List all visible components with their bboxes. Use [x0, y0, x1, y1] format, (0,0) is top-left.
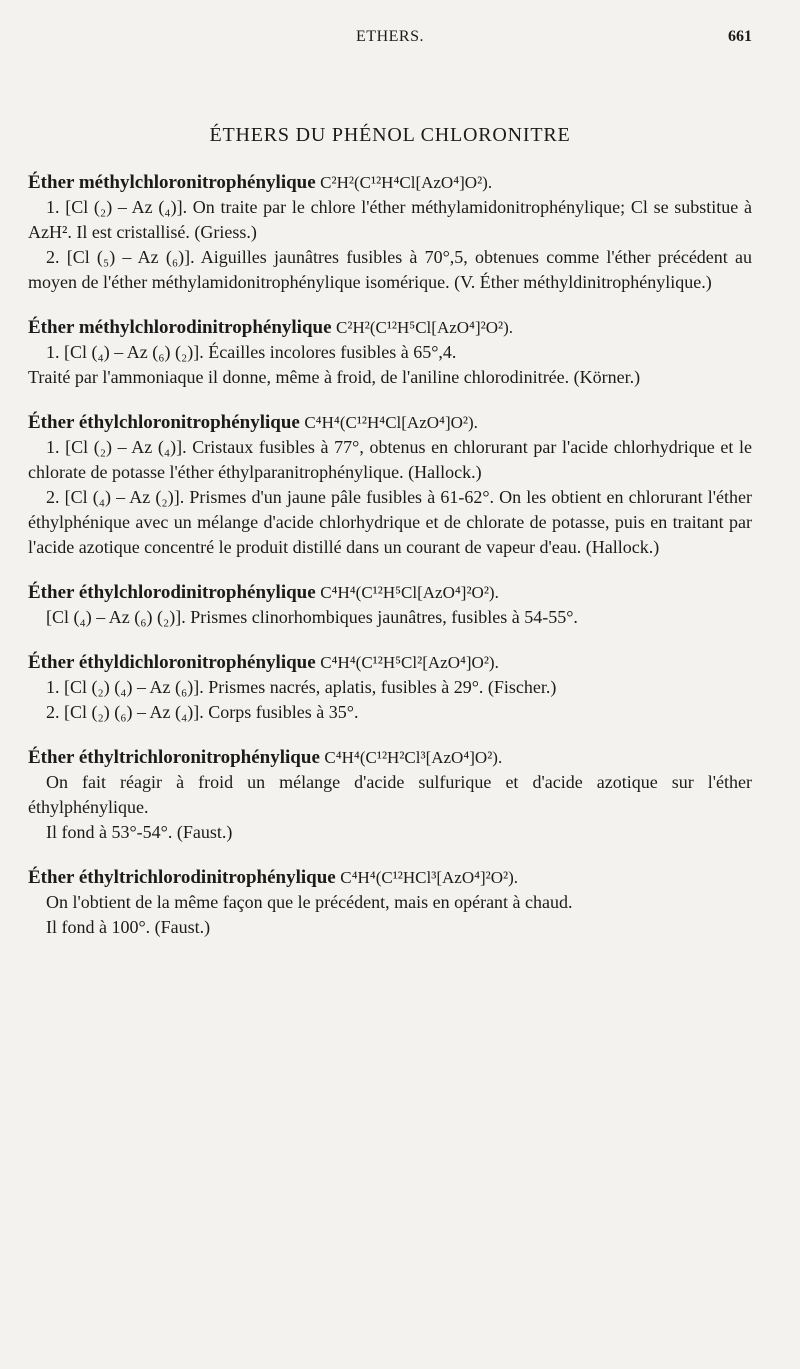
- compound-name: Éther éthyldichloronitrophénylique: [28, 652, 316, 673]
- entry-paragraph: 1. [Cl (₂) – Az (₄)]. Cristaux fusibles à 77°, obtenus en chlorurant par l'acide chlorhydrique et le chlorate de potasse l'éther éthylparanitrophénylique. (Hallock.): [28, 437, 752, 482]
- entry-paragraph: 2. [Cl (₄) – Az (₂)]. Prismes d'un jaune pâle fusibles à 61-62°. On les obtient en chlorurant l'éther éthylphénique avec un mélange d'acide chlorhydrique et de chlorate de potasse, puis en traitant par l'acide azotique concentré le produit distillé dans un courant de vapeur d'eau. (Hallock.): [28, 487, 752, 557]
- entry-ethylchlorodinitrophenylique: [28, 580, 752, 630]
- entry-paragraph: Il fond à 53°-54°. (Faust.): [46, 822, 233, 842]
- compound-name: Éther éthyltrichloronitrophénylique: [28, 747, 320, 768]
- compound-name: Éther éthylchlorodinitrophénylique: [28, 582, 316, 603]
- compound-formula: C²H²(C¹²H⁴Cl[AzO⁴]O²).: [320, 173, 493, 192]
- entry-heading: [28, 580, 752, 605]
- entry-ethyldichloronitrophenylique: [28, 650, 752, 725]
- entry-paragraph: 2. [Cl (₅) – Az (₆)]. Aiguilles jaunâtres fusibles à 70°,5, obtenues comme l'éther précédent au moyen de l'éther méthylamidonitrophénylique isomérique. (V. Éther méthyldinitrophénylique.): [28, 247, 752, 292]
- entry-heading: [28, 745, 752, 770]
- page-number: 661: [728, 28, 752, 45]
- entry-ethyltrichlorodinitrophenylique: [28, 865, 752, 940]
- compound-formula: C⁴H⁴(C¹²H⁴Cl[AzO⁴]O²).: [304, 413, 478, 432]
- entry-paragraph: 2. [Cl (₂) (₆) – Az (₄)]. Corps fusibles à 35°.: [46, 702, 359, 722]
- compound-name: Éther méthylchloronitrophénylique: [28, 172, 316, 193]
- compound-formula: C⁴H⁴(C¹²H⁵Cl²[AzO⁴]O²).: [320, 653, 499, 672]
- compound-name: Éther méthylchlorodinitrophénylique: [28, 317, 332, 338]
- compound-formula: C⁴H⁴(C¹²HCl³[AzO⁴]²O²).: [340, 868, 519, 887]
- compound-formula: C²H²(C¹²H⁵Cl[AzO⁴]²O²).: [336, 318, 514, 337]
- entry-heading: [28, 315, 752, 340]
- entry-heading: [28, 650, 752, 675]
- entry-paragraph: On l'obtient de la même façon que le précédent, mais en opérant à chaud.: [46, 892, 573, 912]
- section-title: ÉTHERS DU PHÉNOL CHLORONITRE: [209, 124, 571, 146]
- entry-ethylchloronitrophenylique: [28, 410, 752, 560]
- entry-methylchloronitrophenylique: [28, 170, 752, 295]
- entry-paragraph: Traité par l'ammoniaque il donne, même à froid, de l'aniline chlorodinitrée. (Körner.): [28, 367, 641, 387]
- compound-name: Éther éthylchloronitrophénylique: [28, 412, 300, 433]
- entry-paragraph: 1. [Cl (₂) (₄) – Az (₆)]. Prismes nacrés, aplatis, fusibles à 29°. (Fischer.): [46, 677, 557, 697]
- entries: [28, 170, 752, 940]
- entry-heading: [28, 170, 752, 195]
- entry-methylchlorodinitrophenylique: [28, 315, 752, 390]
- entry-paragraph: 1. [Cl (₂) – Az (₄)]. On traite par le chlore l'éther méthylamidonitrophénylique; Cl se substitue à AzH². Il est cristallisé. (Griess.): [28, 197, 752, 242]
- compound-name: Éther éthyltrichlorodinitrophénylique: [28, 867, 336, 888]
- entry-paragraph: Il fond à 100°. (Faust.): [46, 917, 211, 937]
- running-header: [28, 28, 752, 52]
- entry-heading: [28, 410, 752, 435]
- entry-paragraph: On fait réagir à froid un mélange d'acide sulfurique et d'acide azotique sur l'éther éthylphénylique.: [28, 772, 752, 817]
- running-title: ETHERS.: [356, 28, 424, 45]
- compound-formula: C⁴H⁴(C¹²H²Cl³[AzO⁴]O²).: [324, 748, 503, 767]
- entry-paragraph: 1. [Cl (₄) – Az (₆) (₂)]. Écailles incolores fusibles à 65°,4.: [46, 342, 457, 362]
- entry-ethyltrichloronitrophenylique: [28, 745, 752, 845]
- compound-formula: C⁴H⁴(C¹²H⁵Cl[AzO⁴]²O²).: [320, 583, 499, 602]
- entry-paragraph: [Cl (₄) – Az (₆) (₂)]. Prismes clinorhombiques jaunâtres, fusibles à 54-55°.: [46, 607, 578, 627]
- entry-heading: [28, 865, 752, 890]
